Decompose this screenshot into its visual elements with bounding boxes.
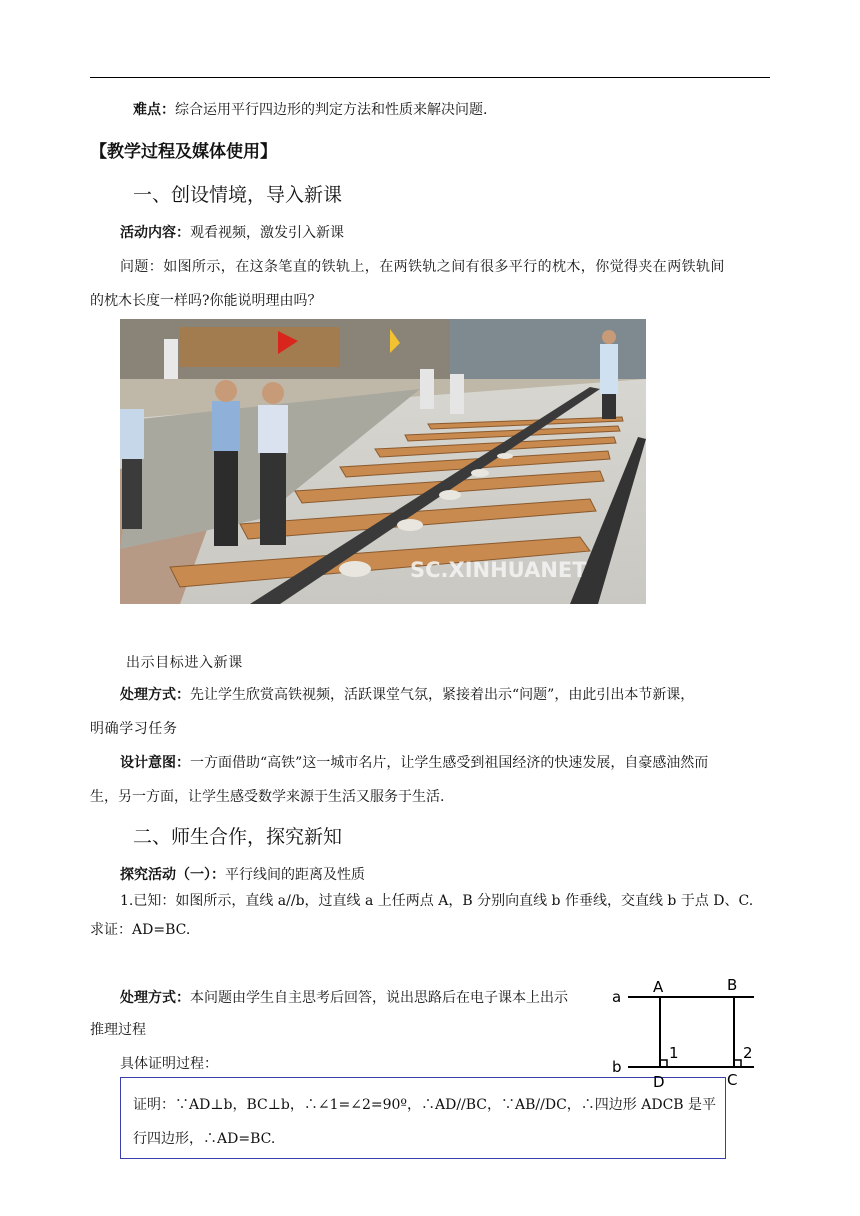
handling2-line-2: 推理过程: [90, 1022, 146, 1038]
difficulty-label: 难点：: [133, 102, 175, 118]
handling2-label: 处理方式：: [120, 990, 190, 1006]
section-title: 【教学过程及媒体使用】: [90, 142, 277, 162]
handling2-text-1: 本问题由学生自主思考后回答，说出思路后在电子课本上出示: [190, 990, 568, 1006]
difficulty-line: [133, 99, 487, 119]
proof-line-1: 证明：∵AD⊥b，BC⊥b，∴∠1=∠2=90º，∴AD//BC，∵AB//DC，∴四边形 ADCB 是平: [133, 1097, 717, 1113]
photo-watermark: SC.XINHUANET: [410, 558, 587, 582]
difficulty-text: 综合运用平行四边形的判定方法和性质来解决问题.: [175, 102, 488, 118]
explore-text: 平行线间的距离及性质: [225, 867, 365, 883]
handling-label: 处理方式：: [120, 687, 190, 703]
step2-title: 二、师生合作，探究新知: [133, 826, 343, 848]
label-point-b: B: [727, 976, 738, 994]
explore-label: 探究活动（一）：: [120, 867, 225, 883]
problem-line-1: 1.已知：如图所示，直线 a//b，过直线 a 上任两点 A，B 分别向直线 b 作垂线，交直线 b 于点 D、C.: [120, 893, 754, 909]
activity-line: [120, 222, 344, 242]
label-angle-2: 2: [743, 1044, 753, 1062]
explore-line: [120, 864, 365, 884]
question-line-2: 的枕木长度一样吗?你能说明理由吗？: [90, 293, 322, 309]
label-line-a: a: [612, 988, 622, 1006]
label-point-a: A: [653, 978, 664, 996]
design-label: 设计意图：: [120, 755, 190, 771]
label-point-d: D: [653, 1073, 665, 1090]
question-line-1: 问题：如图所示，在这条笔直的铁轨上，在两铁轨之间有很多平行的枕木，你觉得夹在两铁轨间: [120, 259, 725, 275]
parallel-lines-figure: [606, 972, 766, 1090]
activity-label: 活动内容：: [120, 225, 190, 241]
proof-intro: 具体证明过程：: [120, 1056, 218, 1072]
label-line-b: b: [612, 1058, 622, 1076]
header-rule: [90, 77, 770, 78]
step1-title: 一、创设情境，导入新课: [133, 184, 343, 206]
problem-line-2: 求证：AD=BC.: [90, 922, 191, 938]
label-angle-1: 1: [669, 1044, 679, 1062]
handling-text-1: 先让学生欣赏高铁视频，活跃课堂气氛，紧接着出示“问题”，由此引出本节新课，: [190, 687, 695, 703]
label-point-c: C: [727, 1071, 738, 1089]
design-text-1: 一方面借助“高铁”这一城市名片，让学生感受到祖国经济的快速发展，自豪感油然而: [190, 755, 709, 771]
design-line-2: 生，另一方面，让学生感受数学来源于生活又服务于生活.: [90, 789, 445, 805]
design-line-1: [120, 752, 708, 772]
handling-line-2: 明确学习任务: [90, 721, 178, 737]
handling-line-1: [120, 684, 694, 704]
railway-photo: [120, 319, 646, 604]
activity-text: 观看视频，激发引入新课: [190, 225, 344, 241]
proof-line-2: 行四边形，∴AD=BC.: [133, 1131, 276, 1147]
handling2-line-1: [120, 987, 568, 1007]
show-goal: 出示目标进入新课: [126, 655, 243, 671]
